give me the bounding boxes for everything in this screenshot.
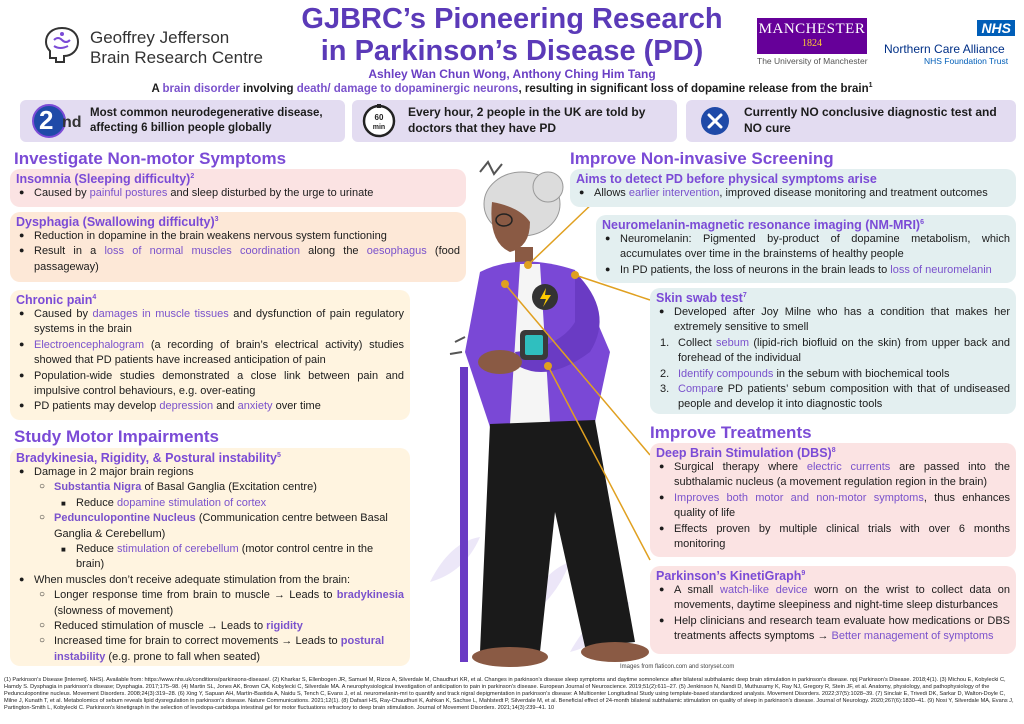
image-credit: Images from flaticon.com and storyset.com bbox=[620, 664, 735, 670]
authors: Ashley Wan Chun Wong, Anthony Ching Him Tang bbox=[368, 67, 656, 81]
kinetigraph-bullet-1: ● A small watch-like device worn on the wrist to collect data on movements, daytime sleepiness and night-time sleep disturbances bbox=[656, 583, 1010, 614]
section-treatments-title: Improve Treatments bbox=[650, 423, 812, 442]
rank-badge bbox=[20, 100, 90, 142]
motor-sub-1: ○ Substantia Nigra of Basal Ganglia (Excitation centre) bbox=[38, 480, 404, 495]
gjbrc-logo bbox=[38, 22, 278, 72]
nhs-badge: NHS bbox=[977, 20, 1015, 36]
nhs-line2: NHS Foundation Trust bbox=[924, 56, 1009, 66]
pain-bullet-2: ● Electroencephalogram (a recording of brain’s electrical activity) studies showed that PD patients have increased anticipation of pain bbox=[16, 338, 404, 369]
cross-circle-icon bbox=[700, 106, 730, 136]
stat-card-rank bbox=[20, 100, 345, 142]
brain-logo-icon bbox=[38, 22, 86, 70]
detect-card bbox=[570, 169, 1016, 207]
page-title bbox=[270, 3, 754, 68]
rank-number: 2 bbox=[39, 105, 54, 135]
motor-title: Bradykinesia, Rigidity, & Postural instability$^5$ bbox=[16, 451, 281, 465]
manchester-year: 1824 bbox=[802, 38, 822, 49]
logo-line2: Brain Research Centre bbox=[90, 48, 263, 67]
skin-card bbox=[650, 288, 1016, 414]
pain-title: Chronic pain$^4$ bbox=[16, 293, 97, 307]
section-motor-title: Study Motor Impairments bbox=[14, 427, 219, 446]
motor-bullet-1: ● Damage in 2 major brain regions bbox=[16, 465, 404, 480]
references: (1) Parkinson's Disease [Internet]. NHS). Available from: https://www.nhs.uk/conditions/parkinsons-disease/. (2) Kharkar S, Ellenbogen JR, Samuel M, Rizos A, Silverdale M, Chaudhuri KR, et al. Changes in parkinson's disease sleep symptoms and daytime somnolence after bilateral subthalamic deep brain stimulation in parkinson's disease. npj Parkinson's Disease. 2018;4(1). (3) Michou E, Kobylecki C, Hamdy S. Dysphagia in parkinson's disease; Dysphagia. 2017;175–98. (4) Martin SL, Jones AK, Brown CA, Kobylecki C, Silverdale MA. A neurophysiological investigation of anticipation to pain in parkinson's disease. European Journal of Neuroscience. 2019;51(2):611–27. (5) Jenkinson N, Nandi D, Muthusamy K, Ray NJ, Gregory R, Stein JF, et al. Anatomy, physiology, and pathophysiology of the Pedunculopontine nucleus. Movement Disorders. 2008;24(3):319–28. (6) Xing Y, Sapuan AH, Martín-Bastida A, Naidu S, Tench C, Evans J, et al. neuromelanin-mri to quantify and track nigral depigmentation in parkinson's disease: A Multicenter Longitudinal Study using template-based standardized analysis. Movement Disorders. 2022;37(5):1028–39. (7) Sinclair E, Trivedi DK, Sarkar D, Walton-Doyle C, Milne J, Kunath T, et al. Metabolomics of sebum reveals lipid dysregulation in parkinson's disease. Nature Communications. 2021;12(1). (8) Dafsari HS, Ray-Chaudhuri K, Ashkan K, Sachse L, Mahlstedt P, Silverdale M, et al. Beneficial effect of 24-month bilateral subthalamic stimulation on quality of sleep in parkinson's disease. Journal of Neurology. 2020;267(6):1830–41. (9) Nosi Y, Silverdale MA, Evans J, Partington-Smith L, Kobylecki C. Parkinson's kinetigraph in the selection of levodopa-carbidopa intestinal gel for motor fluctuations refractory to deep brain stimulation. Journal of Movement Disorders. 2021;14(3):239–41. 10 bbox=[4, 677, 1014, 711]
motor-card bbox=[10, 448, 410, 666]
skin-title: Skin swab test$^7$ bbox=[656, 291, 747, 305]
motor-sub-3: ○ Longer response time from brain to muscle → Leads to bradykinesia (slowness of movement) bbox=[38, 588, 404, 619]
dbs-title: Deep Brain Stimulation (DBS)$^8$ bbox=[656, 446, 836, 460]
title-line2: in Parkinson’s Disease (PD) bbox=[320, 35, 704, 68]
definition-subtitle: A brain disorder involving death/ damage to dopaminergic neurons, resulting in significant loss of dopamine release from the brain$^1$ bbox=[151, 82, 873, 95]
svg-text:60: 60 bbox=[374, 113, 384, 122]
nhs-logo bbox=[884, 20, 1019, 70]
manchester-name: MANCHESTER bbox=[758, 21, 866, 37]
motor-bullet-2: ● When muscles don’t receive adequate stimulation from the brain: bbox=[16, 573, 404, 588]
nmmri-title: Neuromelanin-magnetic resonance imaging $(NM-MRI)^6$ bbox=[602, 218, 925, 232]
skin-step-1: 1. Collect sebum (lipid-rich biofluid on the skin) from upper back and forehead of the individual bbox=[660, 336, 1010, 365]
nmmri-bullet-2: ● In PD patients, the loss of neurons in the brain leads to loss of neuromelanin bbox=[602, 263, 1010, 278]
nmmri-card bbox=[596, 215, 1016, 283]
logo-line1: Geoffrey Jefferson bbox=[90, 28, 230, 47]
skin-step-2: 2. Identify compounds in the sebum with biochemical tools bbox=[660, 367, 950, 380]
insomnia-title: Insomnia (Sleeping difficulty)$^2$ bbox=[16, 172, 195, 186]
dbs-card bbox=[650, 443, 1016, 557]
insomnia-bullet: ● Caused by painful postures and sleep disturbed by the urge to urinate bbox=[16, 186, 460, 201]
clock-icon bbox=[362, 104, 396, 138]
pain-card bbox=[10, 290, 410, 420]
kinetigraph-bullet-2: ● Help clinicians and research team evaluate how medications or DBS treatments affects symptoms → Better management of symptoms bbox=[656, 614, 1010, 645]
dbs-bullet-3: ● Effects proven by multiple clinical trials with over 6 months monitoring bbox=[656, 522, 1010, 553]
stat-text-rank: Most common neurodegenerative disease, affecting 6 billion people globally bbox=[90, 107, 323, 134]
manchester-sub: The University of Manchester bbox=[757, 56, 868, 66]
nhs-line1: Northern Care Alliance bbox=[884, 42, 1005, 56]
dbs-bullet-1: ● Surgical therapy where electric currents are passed into the subthalamic nucleus (a movement regulation region in the brain) bbox=[656, 460, 1010, 491]
dysphagia-title: Dysphagia (Swallowing difficulty)$^3$ bbox=[16, 215, 219, 229]
nmmri-bullet-1: ● Neuromelanin: Pigmented by-product of dopamine metabolism, which accumulates over time in the brainstems of healthy people bbox=[602, 232, 1010, 263]
motor-sub-1a: ■ Reduce dopamine stimulation of cortex bbox=[60, 496, 404, 511]
stat-text-nocure: Currently NO conclusive diagnostic test and NO cure bbox=[744, 105, 997, 135]
pain-bullet-4: ● PD patients may develop depression and anxiety over time bbox=[16, 399, 404, 414]
pain-bullet-3: ● Population-wide studies demonstrated a close link between pain and impulsive control behaviours, e.g. over-eating bbox=[16, 369, 404, 400]
detect-bullet: ● Allows earlier intervention, improved disease monitoring and treatment outcomes bbox=[576, 186, 1010, 201]
section-nonmotor-title: Investigate Non-motor Symptoms bbox=[14, 149, 287, 168]
motor-sub-2: ○ Pedunculopontine Nucleus (Communication centre between Basal Ganglia & Cerebellum) bbox=[38, 511, 404, 542]
stat-text-hourly: Every hour, 2 people in the UK are told by doctors that they have PD bbox=[408, 105, 646, 135]
dbs-bullet-2: ● Improves both motor and non-motor symptoms, thus enhances quality of life bbox=[656, 491, 1010, 522]
stat-card-hourly bbox=[352, 100, 677, 142]
skin-bullet-1: ● Developed after Joy Milne who has a condition that makes her extremely sensitive to smell bbox=[656, 305, 1010, 336]
kinetigraph-card bbox=[650, 566, 1016, 654]
motor-sub-2a: ■ Reduce stimulation of cerebellum (motor control centre in the brain) bbox=[60, 542, 404, 573]
stat-card-nocure bbox=[686, 100, 1016, 142]
motor-sub-4: ○ Reduced stimulation of muscle → Leads to rigidity bbox=[38, 619, 404, 634]
svg-text:min: min bbox=[372, 124, 386, 131]
pain-bullet-1: ● Caused by damages in muscle tissues and dysfunction of pain regulatory systems in the brain bbox=[16, 307, 404, 338]
dysphagia-bullet-1: ● Reduction in dopamine in the brain weakens nervous system functioning bbox=[16, 229, 460, 244]
manchester-logo bbox=[757, 18, 877, 70]
skin-step-3: 3. Compare PD patients’ sebum composition with that of undiseased people and develop it into diagnostic tools bbox=[660, 382, 1010, 411]
detect-title: Aims to detect PD before physical symptoms arise bbox=[576, 172, 877, 186]
rank-suffix: nd bbox=[62, 114, 82, 131]
dysphagia-bullet-2: ● Result in a loss of normal muscles coordination along the oesophagus (food passageway) bbox=[16, 244, 460, 275]
section-screening-title: Improve Non-invasive Screening bbox=[570, 149, 834, 168]
kinetigraph-title: Parkinson’s KinetiGraph$^9$ bbox=[656, 569, 806, 583]
title-line1: GJBRC’s Pioneering Research bbox=[301, 3, 723, 35]
motor-sub-5: ○ Increased time for brain to correct movements → Leads to postural instability (e.g. prone to fall when seated) bbox=[38, 634, 404, 665]
